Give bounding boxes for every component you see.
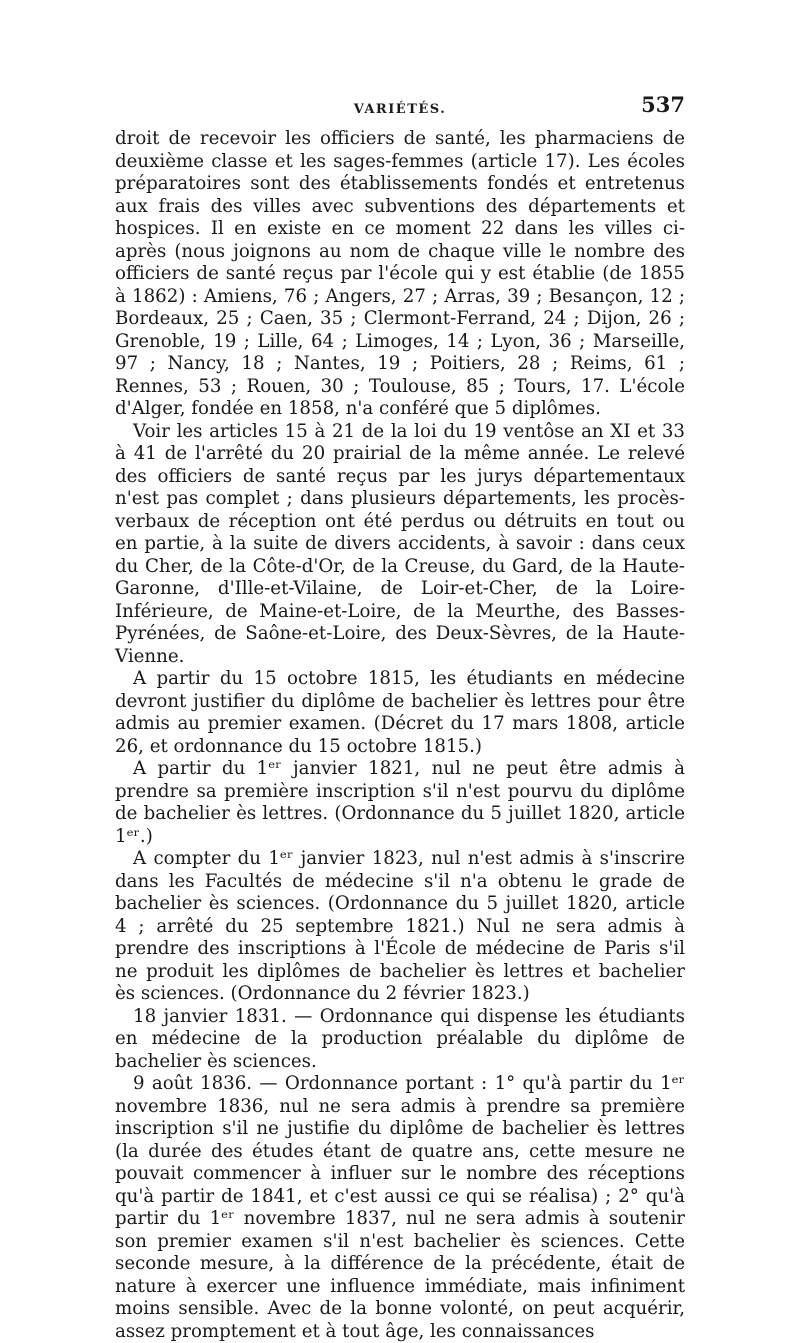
body-text [115,128,685,1343]
paragraph-1821: A partir du 1ᵉʳ janvier 1821, nul ne peut être admis à prendre sa première inscription s'il n'est pourvu du diplôme de bachelier ès lettres. (Ordonnance du 5 juillet 1820, article 1ᵉʳ.) [115,758,685,847]
page-header [115,92,685,122]
page-number: 537 [641,92,685,117]
paragraph-1815: A partir du 15 octobre 1815, les étudiants en médecine devront justifier du diplôme de bachelier ès lettres pour être admis au premier examen. (Décret du 17 mars 1808, article 26, et ordonnance du 15 octobre 1815.) [115,668,685,757]
paragraph-continuation: droit de recevoir les officiers de santé, les pharmaciens de deuxième classe et les sages-femmes (article 17). Les écoles préparatoires sont des établissements fondés et entretenus aux frais des villes avec subventions des départements et hospices. Il en existe en ce moment 22 dans les villes ci-après (nous joignons au nom de chaque ville le nombre des officiers de santé reçus par l'école qui y est établie (de 1855 à 1862) : Amiens, 76 ; Angers, 27 ; Arras, 39 ; Besançon, 12 ; Bordeaux, 25 ; Caen, 35 ; Clermont-Ferrand, 24 ; Dijon, 26 ; Grenoble, 19 ; Lille, 64 ; Limoges, 14 ; Lyon, 36 ; Marseille, 97 ; Nancy, 18 ; Nantes, 19 ; Poitiers, 28 ; Reims, 61 ; Rennes, 53 ; Rouen, 30 ; Toulouse, 85 ; Tours, 17. L'école d'Alger, fondée en 1858, n'a conféré que 5 diplômes. [115,128,685,419]
paragraph-articles: Voir les articles 15 à 21 de la loi du 19 ventôse an XI et 33 à 41 de l'arrêté du 20 prairial de la même année. Le relevé des officiers de santé reçus par les jurys départementaux n'est pas complet ; dans plusieurs départements, les procès-verbaux de réception ont été perdus ou détruits en tout ou en partie, à la suite de divers accidents, à savoir : dans ceux du Cher, de la Côte-d'Or, de la Creuse, du Gard, de la Haute-Garonne, d'Ille-et-Vilaine, de Loir-et-Cher, de la Loire-Inférieure, de Maine-et-Loire, de la Meurthe, des Basses-Pyrénées, de Saône-et-Loire, des Deux-Sèvres, de la Haute-Vienne. [115,420,685,667]
paragraph-1831: 18 janvier 1831. — Ordonnance qui dispense les étudiants en médecine de la production préalable du diplôme de bachelier ès sciences. [115,1005,685,1072]
running-head: VARIÉTÉS. [353,102,447,117]
paragraph-1823: A compter du 1ᵉʳ janvier 1823, nul n'est admis à s'inscrire dans les Facultés de médecine s'il n'a obtenu le grade de bachelier ès sciences. (Ordonnance du 5 juillet 1820, article 4 ; arrêté du 25 septembre 1821.) Nul ne sera admis à prendre des inscriptions à l'École de médecine de Paris s'il ne produit les diplômes de bachelier ès lettres et bachelier ès sciences. (Ordonnance du 2 février 1823.) [115,848,685,1004]
paragraph-1836: 9 août 1836. — Ordonnance portant : 1° qu'à partir du 1ᵉʳ novembre 1836, nul ne sera admis à prendre sa première inscription s'il ne justifie du diplôme de bachelier ès lettres (la durée des études étant de quatre ans, cette mesure ne pouvait commencer à influer sur le nombre des réceptions qu'à partir de 1841, et c'est aussi ce qui se réalisa) ; 2° qu'à partir du 1ᵉʳ novembre 1837, nul ne sera admis à soutenir son premier examen s'il n'est bachelier ès sciences. Cette seconde mesure, à la différence de la précédente, était de nature à exercer une influence immédiate, mais infiniment moins sensible. Avec de la bonne volonté, on peut acquérir, assez promptement et à tout âge, les connaissances [115,1073,685,1342]
